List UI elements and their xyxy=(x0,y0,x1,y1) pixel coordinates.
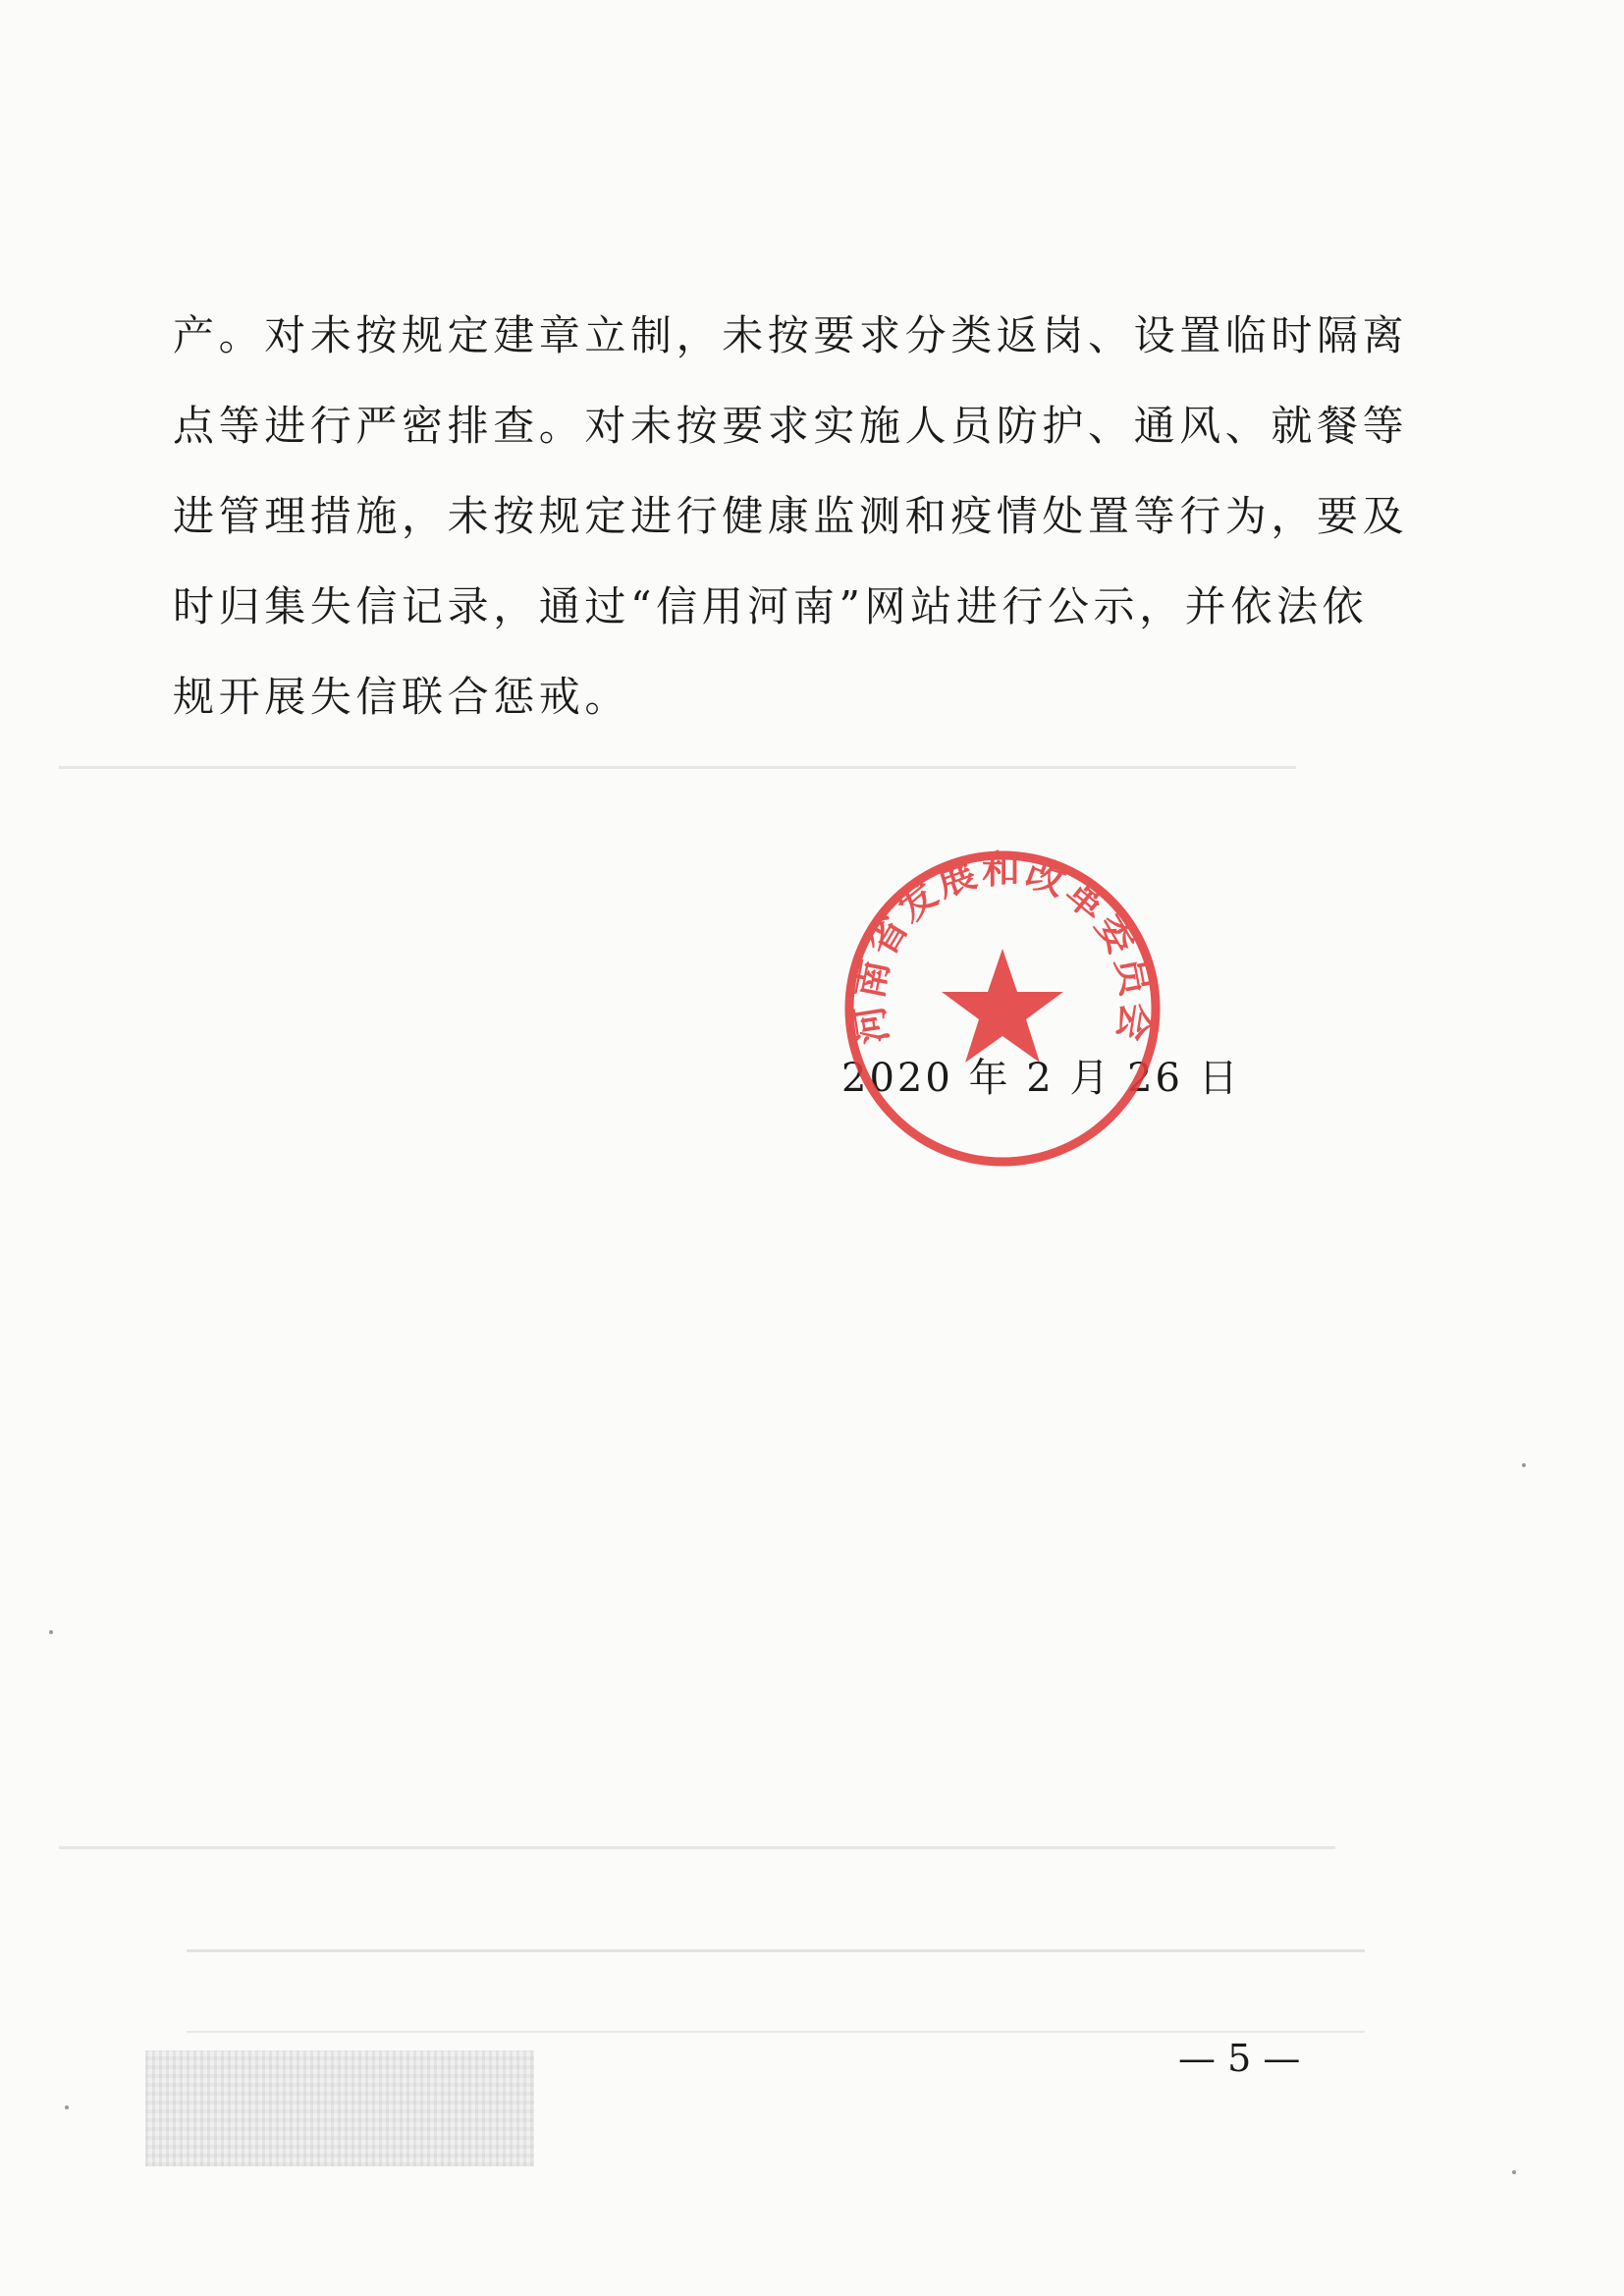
footer-rule-bottom xyxy=(187,2031,1365,2033)
official-seal xyxy=(840,847,1164,1171)
seal-star-icon xyxy=(942,949,1063,1063)
body-line: 产。对未按规定建章立制，未按要求分类返岗、设置临时隔离 xyxy=(173,311,1409,359)
scan-noise-block xyxy=(145,2050,534,2166)
body-line: 进管理措施，未按规定进行健康监测和疫情处置等行为，要及 xyxy=(173,492,1409,540)
issue-date: 2020 年 2 月 26 日 xyxy=(841,1056,1241,1101)
body-paragraph xyxy=(173,291,1409,742)
page-number: — 5 — xyxy=(1178,2037,1301,2080)
footer-rule-top xyxy=(187,1949,1365,1952)
scan-dot xyxy=(1512,2170,1516,2174)
body-line: 点等进行严密排查。对未按要求实施人员防护、通风、就餐等 xyxy=(173,402,1409,450)
scan-dot xyxy=(65,2105,69,2109)
scan-dot xyxy=(49,1630,53,1634)
bleed-through-line xyxy=(59,1846,1335,1849)
scan-dot xyxy=(1522,1463,1526,1467)
body-line: 时归集失信记录，通过“信用河南”网站进行公示，并依法依 xyxy=(173,582,1369,630)
bleed-through-line xyxy=(59,766,1296,769)
seal-text: 河南省发展和改革委员会 xyxy=(845,847,1160,1048)
body-line: 规开展失信联合惩戒。 xyxy=(173,673,631,721)
